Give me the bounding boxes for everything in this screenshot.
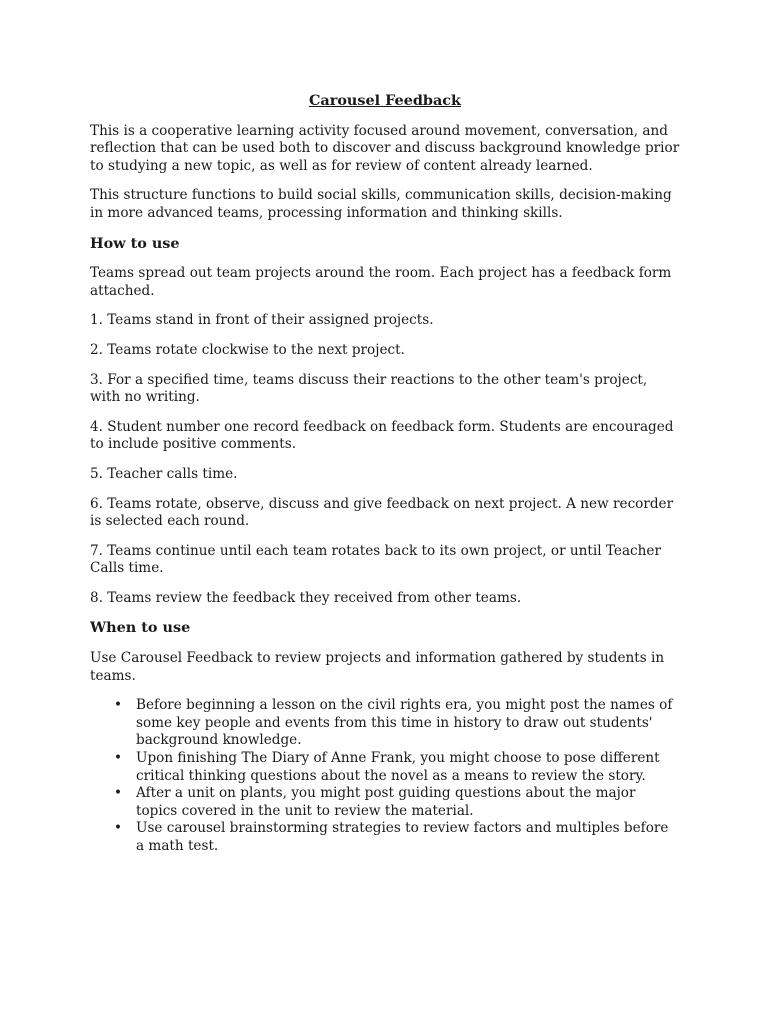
bullet-text: Use carousel brainstorming strategies to review factors and multiples before a math test. bbox=[136, 820, 669, 854]
bullet-icon: • bbox=[114, 820, 123, 837]
step-6: 6. Teams rotate, observe, discuss and give feedback on next project. A new recorder is selected each round. bbox=[90, 495, 674, 530]
document-page bbox=[90, 92, 680, 856]
step-4: 4. Student number one record feedback on feedback form. Students are encouraged to include positive comments. bbox=[90, 418, 674, 453]
bullet-text: Upon finishing The Diary of Anne Frank, you might choose to pose different critical thinking questions about the novel as a means to review the story. bbox=[136, 750, 660, 784]
list-item bbox=[90, 820, 680, 855]
document-title: Carousel Feedback bbox=[308, 92, 462, 109]
list-item bbox=[90, 750, 680, 785]
how-to-use-intro: Teams spread out team projects around the room. Each project has a feedback form attached. bbox=[90, 265, 672, 299]
bullet-icon: • bbox=[114, 697, 123, 714]
bullet-icon: • bbox=[114, 785, 123, 802]
bullet-icon: • bbox=[114, 750, 123, 767]
step-5: 5. Teacher calls time. bbox=[90, 465, 238, 482]
list-item bbox=[90, 697, 680, 750]
list-item bbox=[90, 785, 680, 820]
example-bullet-list bbox=[90, 697, 680, 855]
section-heading-how-to-use: How to use bbox=[90, 234, 180, 252]
bullet-text: After a unit on plants, you might post guiding questions about the major topics covered in the unit to review the material. bbox=[136, 785, 636, 819]
step-2: 2. Teams rotate clockwise to the next project. bbox=[90, 341, 405, 358]
intro-paragraph-1: This is a cooperative learning activity focused around movement, conversation, and reflection that can be used both to discover and discuss background knowledge prior to studying a new topic, as well as for review of content already learned. bbox=[90, 122, 680, 174]
step-3: 3. For a specified time, teams discuss their reactions to the other team's project, with no writing. bbox=[90, 371, 648, 406]
step-7: 7. Teams continue until each team rotates back to its own project, or until Teacher Calls time. bbox=[90, 542, 661, 577]
intro-paragraph-2: This structure functions to build social skills, communication skills, decision-making in more advanced teams, processing information and thinking skills. bbox=[90, 187, 672, 221]
when-to-use-intro: Use Carousel Feedback to review projects and information gathered by students in teams. bbox=[90, 650, 665, 684]
step-8: 8. Teams review the feedback they received from other teams. bbox=[90, 589, 522, 606]
bullet-text: Before beginning a lesson on the civil rights era, you might post the names of some key people and events from this time in history to draw out students' background knowledge. bbox=[136, 697, 673, 749]
step-1: 1. Teams stand in front of their assigned projects. bbox=[90, 312, 434, 329]
section-heading-when-to-use: When to use bbox=[90, 619, 191, 637]
